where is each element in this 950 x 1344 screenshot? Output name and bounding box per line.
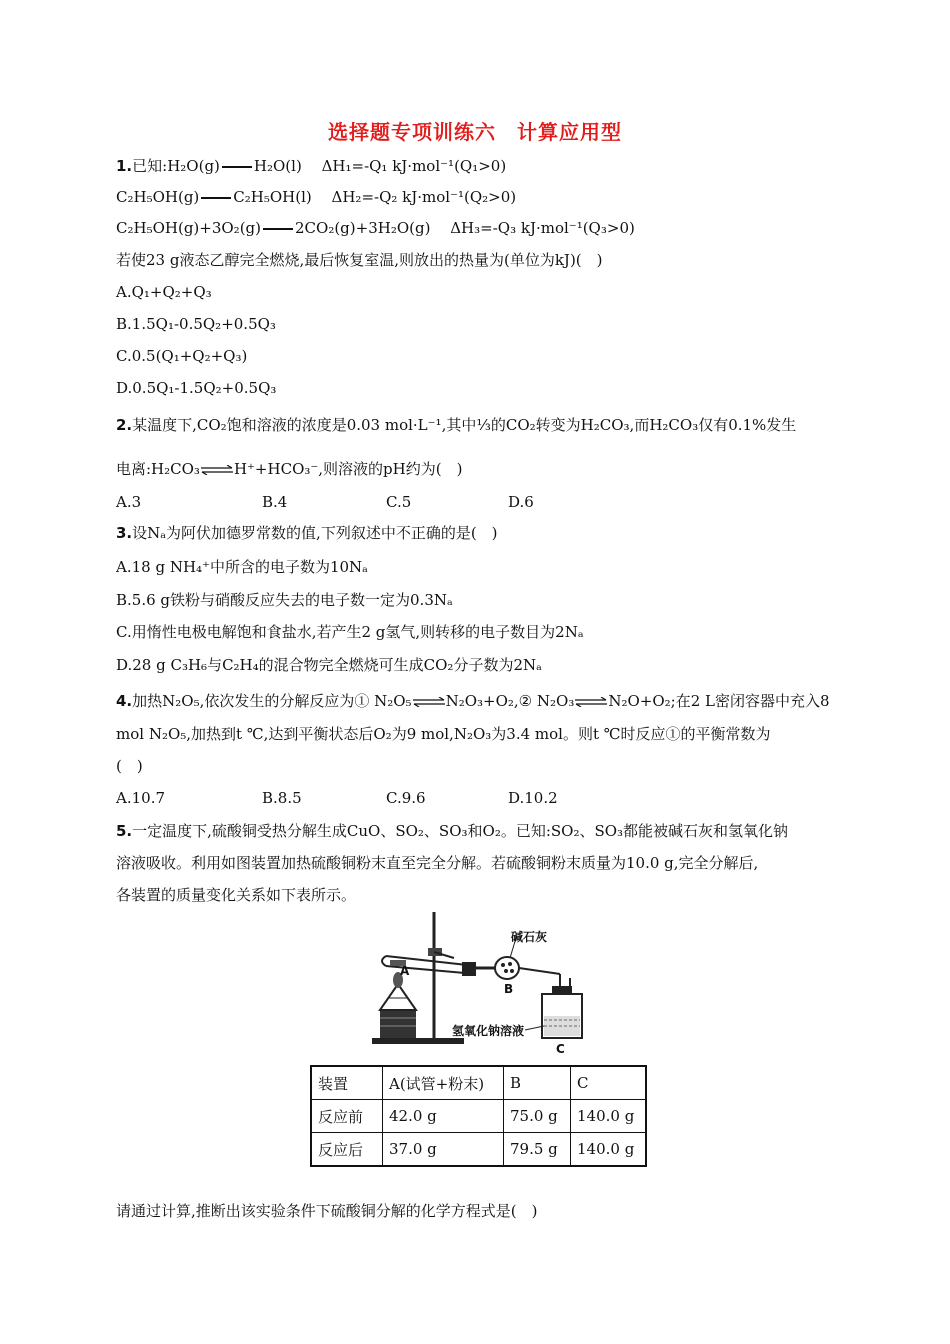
- q1-eq3-right: 2CO₂(g)+3H₂O(g) ΔH₃=-Q₃ kJ·mol⁻¹(Q₃>0): [295, 219, 635, 237]
- q4-number: 4.: [116, 692, 133, 710]
- q5-line1: [116, 821, 788, 841]
- q3-stem: 设Nₐ为阿伏加德罗常数的值,下列叙述中不正确的是( ): [132, 524, 498, 542]
- label-soda-lime: 碱石灰: [511, 930, 548, 944]
- q1-option-c[interactable]: C.0.5(Q₁+Q₂+Q₃): [116, 347, 248, 365]
- q4-stem-1b: N₂O₃+O₂,② N₂O₃: [445, 692, 575, 710]
- equals-bar-icon: [222, 166, 252, 168]
- q3-option-b[interactable]: B.5.6 g铁粉与硝酸反应失去的电子数一定为0.3Nₐ: [116, 591, 453, 609]
- table-header-cell: A(试管+粉末): [383, 1066, 504, 1100]
- q3-option-d[interactable]: D.28 g C₃H₆与C₂H₄的混合物完全燃烧可生成CO₂分子数为2Nₐ: [116, 656, 542, 674]
- q2-stem-1: 某温度下,CO₂饱和溶液的浓度是0.03 mol·L⁻¹,其中⅓的CO₂转变为H₂CO₃,而H₂CO₃仅有0.1%发生: [132, 416, 797, 434]
- q3-option-a[interactable]: A.18 g NH₄⁺中所含的电子数为10Nₐ: [116, 558, 368, 576]
- label-b: B: [504, 982, 514, 996]
- q4-option-b[interactable]: B.8.5: [262, 789, 302, 807]
- table-cell: 79.5 g: [504, 1133, 571, 1167]
- q4-line2: mol N₂O₅,加热到t ℃,达到平衡状态后O₂为9 mol,N₂O₃为3.4 mol。则t ℃时反应①的平衡常数为: [116, 725, 771, 743]
- table-header-cell: 装置: [311, 1066, 383, 1100]
- q4-line3: ( ): [116, 757, 143, 775]
- q5-line3: 各装置的质量变化关系如下表所示。: [116, 886, 357, 904]
- label-naoh-solution: 氢氧化钠溶液: [452, 1024, 525, 1038]
- q1-option-d[interactable]: D.0.5Q₁-1.5Q₂+0.5Q₃: [116, 379, 277, 397]
- table-header-cell: C: [571, 1066, 647, 1100]
- table-cell: 42.0 g: [383, 1100, 504, 1133]
- q4-line1: [116, 691, 830, 711]
- q2-option-c[interactable]: C.5: [386, 493, 412, 511]
- q1-line3: [116, 218, 635, 238]
- q1-eq1-left: 已知:H₂O(g): [132, 157, 220, 175]
- table-header-cell: B: [504, 1066, 571, 1100]
- q1-eq2-left: C₂H₅OH(g): [116, 188, 200, 206]
- q2-line1: [116, 415, 796, 435]
- q5-question: 请通过计算,推断出该实验条件下硫酸铜分解的化学方程式是( ): [116, 1202, 538, 1220]
- q2-option-d[interactable]: D.6: [508, 493, 534, 511]
- q1-eq2-right: C₂H₅OH(l) ΔH₂=-Q₂ kJ·mol⁻¹(Q₂>0): [233, 188, 517, 206]
- q2-stem-2b: H⁺+HCO₃⁻,则溶液的pH约为( ): [233, 460, 463, 478]
- reversible-arrow-icon: [200, 465, 234, 475]
- q1-option-b[interactable]: B.1.5Q₁-0.5Q₂+0.5Q₃: [116, 315, 276, 333]
- q3-option-c[interactable]: C.用惰性电极电解饱和食盐水,若产生2 g氢气,则转移的电子数目为2Nₐ: [116, 623, 584, 641]
- q1-line2: [116, 187, 516, 207]
- q4-stem-1c: N₂O+O₂;在2 L密闭容器中充入8: [608, 692, 830, 710]
- q4-option-a[interactable]: A.10.7: [116, 789, 165, 807]
- q5-number: 5.: [116, 822, 133, 840]
- q1-eq1-right: H₂O(l) ΔH₁=-Q₁ kJ·mol⁻¹(Q₁>0): [253, 157, 507, 175]
- q1-number: 1.: [116, 157, 133, 175]
- equals-bar-icon: [263, 228, 293, 230]
- table-cell: 140.0 g: [571, 1133, 647, 1167]
- q4-option-c[interactable]: C.9.6: [386, 789, 426, 807]
- equals-bar-icon: [201, 197, 231, 199]
- q1-stem: 若使23 g液态乙醇完全燃烧,最后恢复室温,则放出的热量为(单位为kJ)( ): [116, 251, 603, 269]
- table-cell: 37.0 g: [383, 1133, 504, 1167]
- q2-number: 2.: [116, 416, 133, 434]
- q4-option-d[interactable]: D.10.2: [508, 789, 558, 807]
- table-row: [311, 1133, 646, 1167]
- table-cell: 140.0 g: [571, 1100, 647, 1133]
- q1-line1: [116, 156, 506, 176]
- q5-line2: 溶液吸收。利用如图装置加热硫酸铜粉末直至完全分解。若硫酸铜粉末质量为10.0 g,完全分解后,: [116, 854, 759, 872]
- label-a: A: [400, 964, 410, 978]
- q2-line2: [116, 459, 462, 479]
- mass-change-table: [310, 1065, 647, 1167]
- apparatus-figure: [370, 908, 590, 1062]
- table-cell: 反应后: [311, 1133, 383, 1167]
- q2-option-b[interactable]: B.4: [262, 493, 288, 511]
- q1-eq3-left: C₂H₅OH(g)+3O₂(g): [116, 219, 261, 237]
- q3-number: 3.: [116, 524, 133, 542]
- page-title: 选择题专项训练六 计算应用型: [328, 120, 622, 144]
- q5-stem-1: 一定温度下,硫酸铜受热分解生成CuO、SO₂、SO₃和O₂。已知:SO₂、SO₃都能被碱石灰和氢氧化钠: [132, 822, 789, 840]
- table-cell: 反应前: [311, 1100, 383, 1133]
- table-row: [311, 1100, 646, 1133]
- q2-stem-2a: 电离:H₂CO₃: [116, 460, 200, 478]
- reversible-arrow-icon: [574, 697, 608, 707]
- q3-line: [116, 523, 498, 543]
- q2-option-a[interactable]: A.3: [116, 493, 142, 511]
- table-cell: 75.0 g: [504, 1100, 571, 1133]
- label-c: C: [556, 1042, 565, 1056]
- q1-option-a[interactable]: A.Q₁+Q₂+Q₃: [116, 283, 212, 301]
- table-header-row: [311, 1066, 646, 1100]
- reversible-arrow-icon: [412, 697, 446, 707]
- q4-stem-1a: 加热N₂O₅,依次发生的分解反应为① N₂O₅: [132, 692, 412, 710]
